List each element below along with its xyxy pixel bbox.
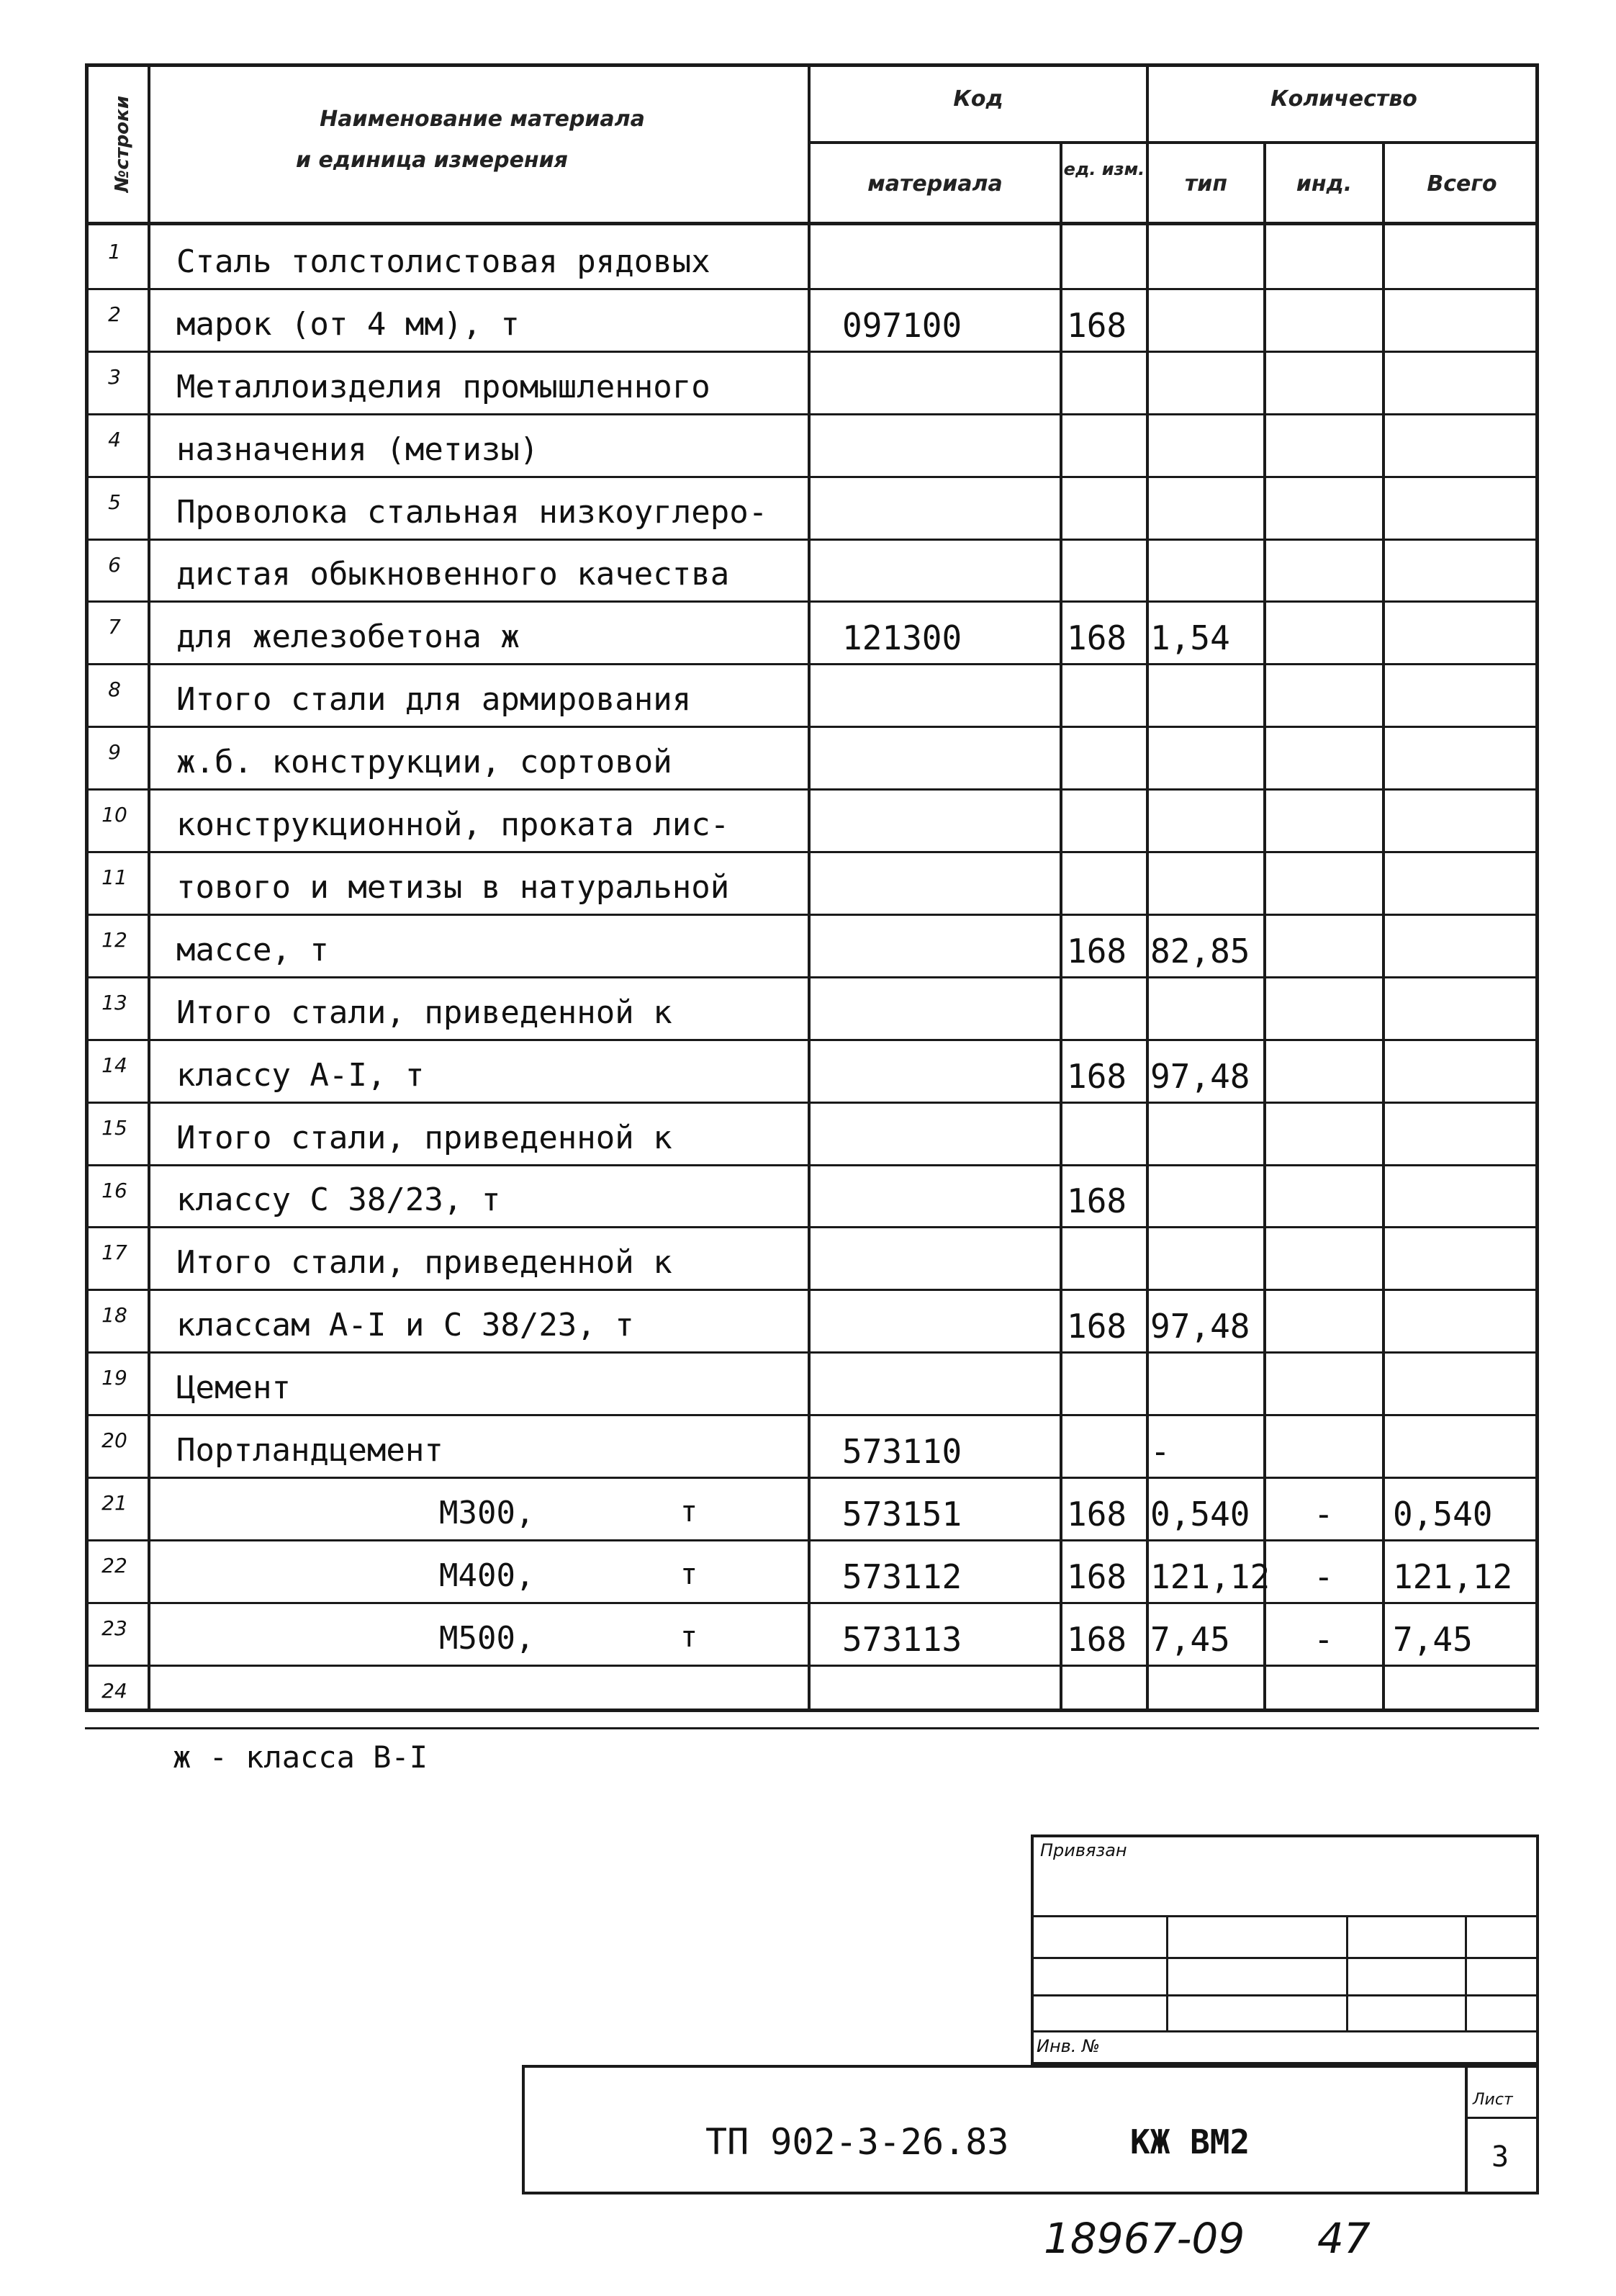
material-code: 097100 [842,306,962,345]
inventory-number-label: Инв. № [1037,2036,1101,2056]
material-name: Портландцемент [176,1432,443,1469]
row-divider [85,539,1539,541]
material-name: назначения (метизы) [176,431,539,468]
material-name: для железобетона ж [176,618,520,655]
material-code: 121300 [842,618,962,657]
name-header-line2: и единица измерения [296,148,568,173]
col-divider [808,63,811,1712]
row-number: 24 [101,1679,127,1703]
material-code: 573112 [842,1557,962,1596]
quantity-header: Количество [1270,86,1417,112]
material-name: Металлоизделия промышленного [176,369,710,405]
material-code: 573151 [842,1495,962,1534]
material-name: ж.б. конструкции, сортовой [176,744,672,780]
row-number: 13 [101,991,127,1014]
handwritten-page-number: 47 [1317,2214,1371,2263]
unit-code: 168 [1067,932,1127,971]
material-name: М400, [439,1557,535,1594]
row-divider [85,351,1539,353]
unit-code: 168 [1067,1057,1127,1096]
material-code: 573110 [842,1432,962,1471]
quantity-type: 82,85 [1150,932,1250,971]
footnote: ж - класса В-I [173,1739,428,1775]
stamp-line [1166,1915,1168,2030]
row-divider [85,1039,1539,1041]
row-number: 20 [101,1428,127,1452]
row-number-header: №строки [112,95,133,193]
row-number: 22 [101,1554,127,1577]
material-name: классу А-I, т [176,1057,425,1094]
row-number: 4 [108,428,121,451]
material-name: тового и метизы в натуральной [176,869,730,906]
sheet-divider [1465,2065,1468,2194]
quantity-type: 97,48 [1150,1057,1250,1096]
row-divider [85,788,1539,791]
unit-t: т [680,1558,698,1591]
unit-code: 168 [1067,1181,1127,1220]
row-number: 17 [101,1241,127,1264]
ind-header: инд. [1296,171,1353,197]
code-header: Код [953,86,1003,112]
header-bottom-divider [85,222,1539,225]
row-divider [85,663,1539,665]
unit-code: 168 [1067,1307,1127,1346]
stamp-line [1465,1915,1467,2030]
material-name: классу С 38/23, т [176,1181,501,1218]
row-divider [85,914,1539,916]
quantity-individual: - [1314,1620,1334,1659]
row-number: 5 [108,490,121,514]
sheet-number: 3 [1491,2140,1509,2174]
stamp-line [1031,2030,1539,2032]
row-divider [85,1477,1539,1479]
row-number: 2 [108,302,121,326]
unit-code: 168 [1067,1557,1127,1596]
quantity-type: 0,540 [1150,1495,1250,1534]
row-number: 21 [101,1491,127,1515]
row-divider [85,1665,1539,1667]
material-name: М500, [439,1620,535,1657]
unit-code: 168 [1067,1495,1127,1534]
unit-t: т [680,1495,698,1529]
stamp-line [1031,1957,1539,1959]
row-number: 9 [108,740,121,764]
row-number: 19 [101,1366,127,1390]
unit-code: 168 [1067,1620,1127,1659]
quantity-type: 1,54 [1150,618,1230,657]
row-number: 3 [108,365,121,389]
col-divider [1146,63,1149,1712]
row-number: 12 [101,928,127,952]
sheet-label: Лист [1473,2091,1513,2109]
row-divider [85,1164,1539,1166]
quantity-total: 0,540 [1393,1495,1493,1534]
row-divider [85,726,1539,728]
row-number: 8 [108,677,121,701]
total-header: Всего [1427,171,1497,197]
row-divider [85,1226,1539,1228]
row-number: 16 [101,1179,127,1202]
unit-t: т [680,1621,698,1654]
row-divider [85,1727,1539,1729]
quantity-type: 7,45 [1150,1620,1230,1659]
row-number: 18 [101,1303,127,1327]
material-name: Итого стали для армирования [176,681,692,718]
material-name: Цемент [176,1369,291,1406]
quantity-total: 7,45 [1393,1620,1473,1659]
material-name: массе, т [176,932,329,968]
title-block [522,2065,1539,2194]
quantity-total: 121,12 [1393,1557,1513,1596]
row-divider [85,976,1539,978]
row-number: 7 [108,615,121,639]
material-code: 573113 [842,1620,962,1659]
row-number: 23 [101,1616,127,1640]
document-code: ТП 902-3-26.83 [705,2121,1009,2163]
unit-header: ед. изм. [1063,159,1145,179]
material-name: Сталь толстолистовая рядовых [176,243,710,280]
material-name: Итого стали, приведенной к [176,1120,672,1156]
privyazan-label: Привязан [1040,1840,1127,1860]
row-number: 10 [101,803,127,827]
quantity-individual: - [1314,1557,1334,1596]
stamp-line [1031,1994,1539,1996]
row-number: 15 [101,1116,127,1140]
row-number: 6 [108,553,121,577]
row-divider [85,1602,1539,1604]
row-divider [85,1414,1539,1416]
header-sub-divider [808,141,1539,144]
row-divider [85,476,1539,478]
stamp-line [1031,1915,1539,1917]
material-header: материала [867,171,1003,197]
name-header-line1: Наименование материала [320,107,645,132]
material-name: дистая обыкновенного качества [176,556,730,593]
stamp-line [1346,1915,1348,2030]
sheet-divider [1465,2117,1539,2119]
material-name: Итого стали, приведенной к [176,1244,672,1281]
unit-code: 168 [1067,306,1127,345]
type-header: тип [1184,171,1228,197]
quantity-type: 121,12 [1150,1557,1270,1596]
quantity-type: - [1150,1432,1170,1471]
row-divider [85,413,1539,415]
quantity-individual: - [1314,1495,1334,1534]
row-divider [85,288,1539,290]
col-divider [148,63,150,1712]
row-divider [85,1102,1539,1104]
material-name: классам А-I и С 38/23, т [176,1307,634,1343]
row-number: 11 [101,865,127,889]
row-divider [85,1539,1539,1541]
row-number: 14 [101,1053,127,1077]
material-name: марок (от 4 мм), т [176,306,520,343]
row-number: 1 [108,240,121,264]
row-divider [85,851,1539,853]
row-divider [85,1351,1539,1354]
row-divider [85,600,1539,603]
material-name: конструкционной, проката лис- [176,806,730,843]
material-name: М300, [439,1495,535,1531]
material-name: Проволока стальная низкоуглеро- [176,494,768,531]
material-name: Итого стали, приведенной к [176,994,672,1031]
document-suffix: КЖ ВМ2 [1130,2122,1250,2161]
row-divider [85,1289,1539,1291]
handwritten-archive-number: 18967-09 [1044,2214,1245,2263]
quantity-type: 97,48 [1150,1307,1250,1346]
unit-code: 168 [1067,618,1127,657]
